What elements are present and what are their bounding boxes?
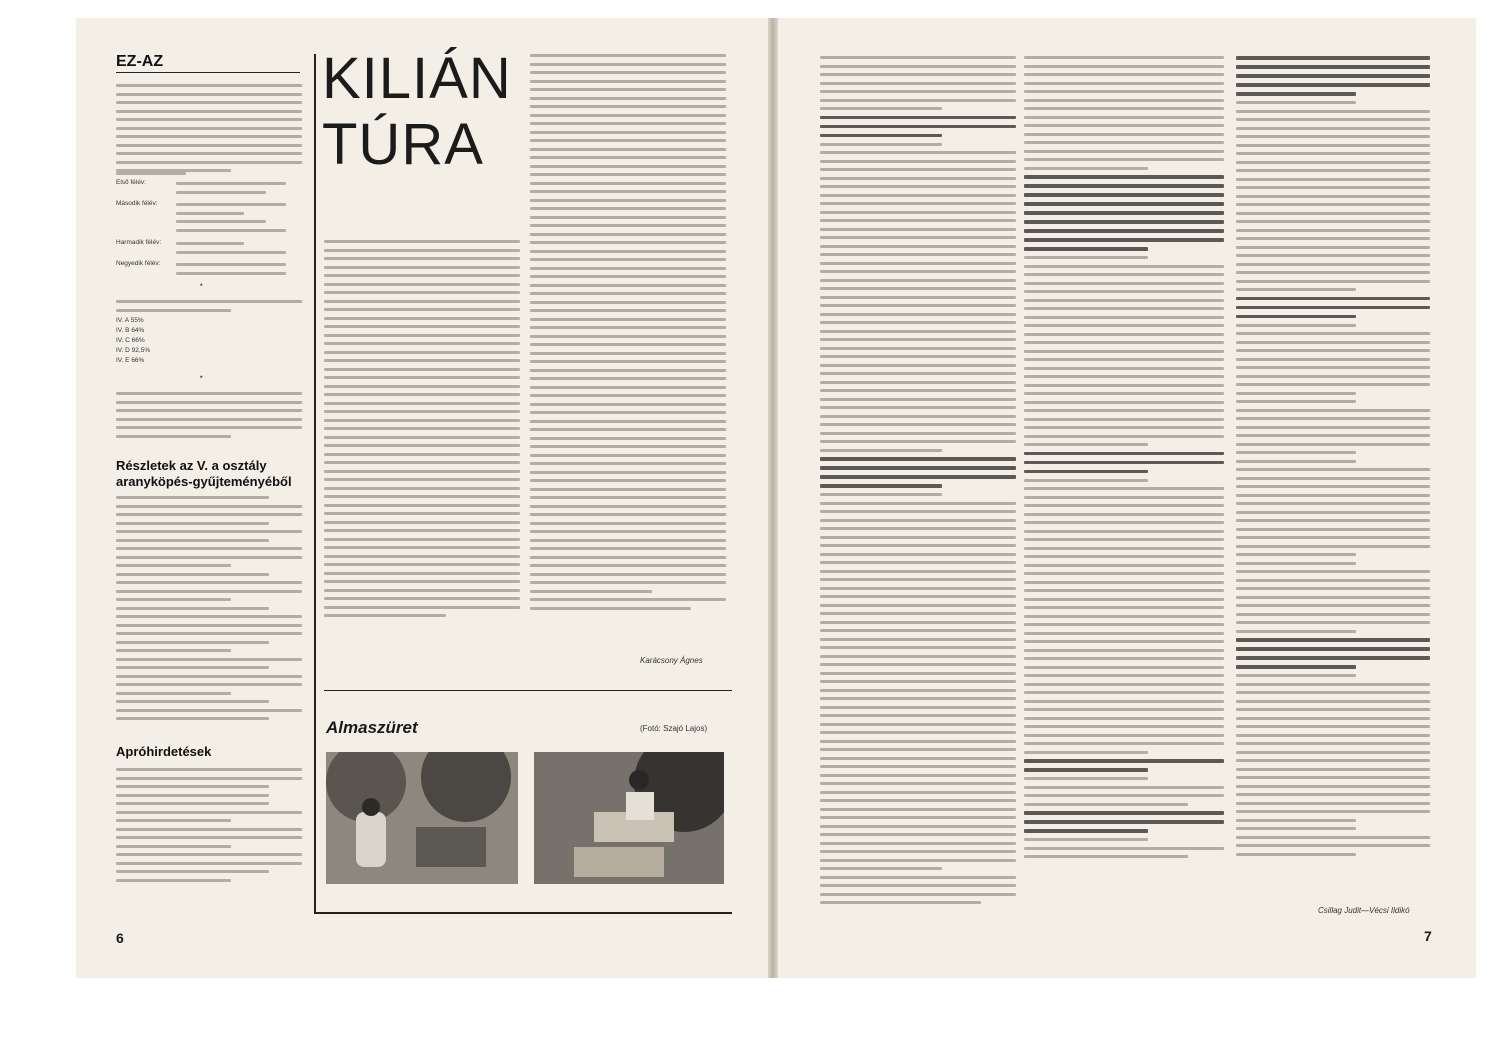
results-intro (116, 300, 302, 317)
photo-1-image (326, 752, 518, 884)
article-col-2 (530, 54, 726, 615)
section-rule (116, 72, 300, 73)
schedule-label-2: Második félév: (116, 200, 158, 207)
interview-col-1 (820, 56, 1016, 910)
authors-signature: Csillag Judit—Vécsi Ildikó (1318, 906, 1410, 915)
article-author: Karácsony Ágnes (640, 656, 703, 665)
apple-harvest-photo-2 (534, 752, 724, 884)
photo-rule (324, 690, 732, 691)
schedule-items-3 (176, 242, 286, 259)
photo-title: Almaszüret (326, 718, 418, 737)
grade-row-5: IV. E 66% (116, 357, 145, 364)
quotes-heading-2: aranyköpés-gyűjteményéből (116, 474, 292, 489)
divider-star: * (200, 375, 203, 382)
grade-row-4: IV. D 92,5% (116, 347, 151, 354)
schedule-items-2 (176, 203, 286, 237)
ads-text (116, 768, 302, 887)
schedule-items-1 (176, 182, 286, 199)
column-rule-left (314, 54, 316, 914)
divider-star: * (200, 283, 203, 290)
quotes-heading-1: Részletek az V. a osztály (116, 458, 267, 473)
schedule-items-4 (176, 263, 286, 280)
bottom-rule (314, 912, 732, 914)
grade-row-3: IV. C 66% (116, 337, 145, 344)
schedule-label-4: Negyedik félév: (116, 260, 161, 267)
quotes-list (116, 496, 302, 726)
section-title: EZ-AZ (116, 53, 164, 70)
article-title-line-2: TÚRA (322, 112, 484, 177)
grade-row-2: IV. B 64% (116, 327, 145, 334)
page-number-left: 6 (116, 930, 124, 946)
news-text (116, 392, 302, 443)
grade-row-1: IV. A 55% (116, 317, 144, 324)
ads-heading: Apróhirdetések (116, 744, 212, 759)
page-gutter (768, 18, 778, 978)
article-col-1 (324, 240, 520, 623)
interview-col-3 (1236, 56, 1430, 861)
intro-text (116, 84, 302, 178)
schedule-label-3: Harmadik félév: (116, 239, 162, 246)
photo-credit: (Fotó: Szajó Lajos) (640, 724, 708, 733)
interview-col-2 (1024, 56, 1224, 864)
page-number-right: 7 (1424, 928, 1432, 944)
photo-2-image (534, 752, 724, 884)
schedule-label-1: Első félév: (116, 179, 146, 186)
apple-harvest-photo-1 (326, 752, 518, 884)
article-title-line-1: KILIÁN (322, 46, 512, 111)
